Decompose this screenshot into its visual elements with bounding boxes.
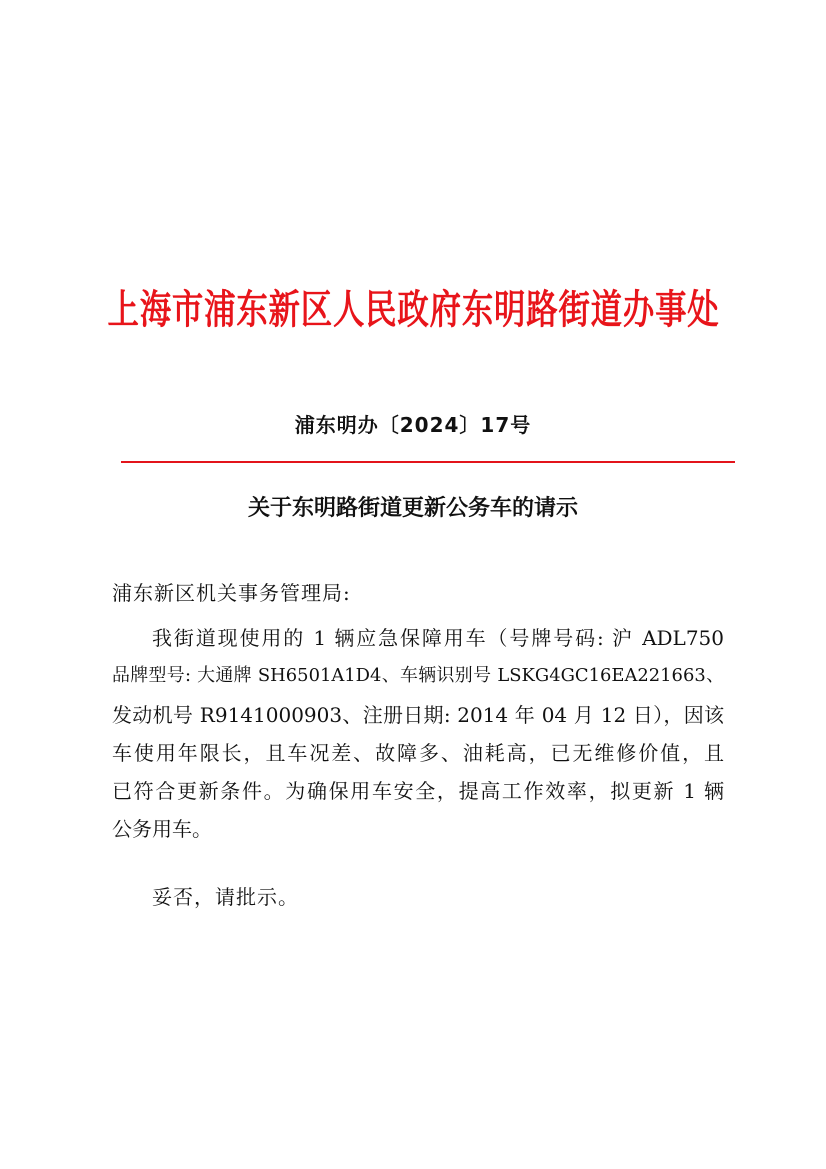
- addressee: 浦东新区机关事务管理局:: [112, 581, 351, 605]
- issuer-header: 上海市浦东新区人民政府东明路街道办事处: [107, 287, 719, 333]
- red-divider-line: [121, 461, 735, 463]
- body-line: 发动机号 R9141000903、注册日期: 2014 年 04 月 12 日），因该: [112, 702, 724, 727]
- body-paragraph: [112, 619, 724, 849]
- document-title: 关于东明路街道更新公务车的请示: [247, 496, 578, 521]
- body-line: 已符合更新条件。为确保用车安全，提高工作效率，拟更新 1 辆: [112, 779, 724, 804]
- closing-line: 妥否，请批示。: [152, 885, 299, 909]
- body-line: 公务用车。: [112, 817, 212, 842]
- body-line: 我街道现使用的 1 辆应急保障用车（号牌号码: 沪 ADL750: [152, 626, 724, 650]
- body-line: 车使用年限长，且车况差、故障多、油耗高，已无维修价值，且: [112, 740, 724, 765]
- document-number: 浦东明办〔2024〕17号: [294, 413, 532, 437]
- body-line: 品牌型号: 大通牌 SH6501A1D4、车辆识别号 LSKG4GC16EA221663、: [112, 665, 724, 687]
